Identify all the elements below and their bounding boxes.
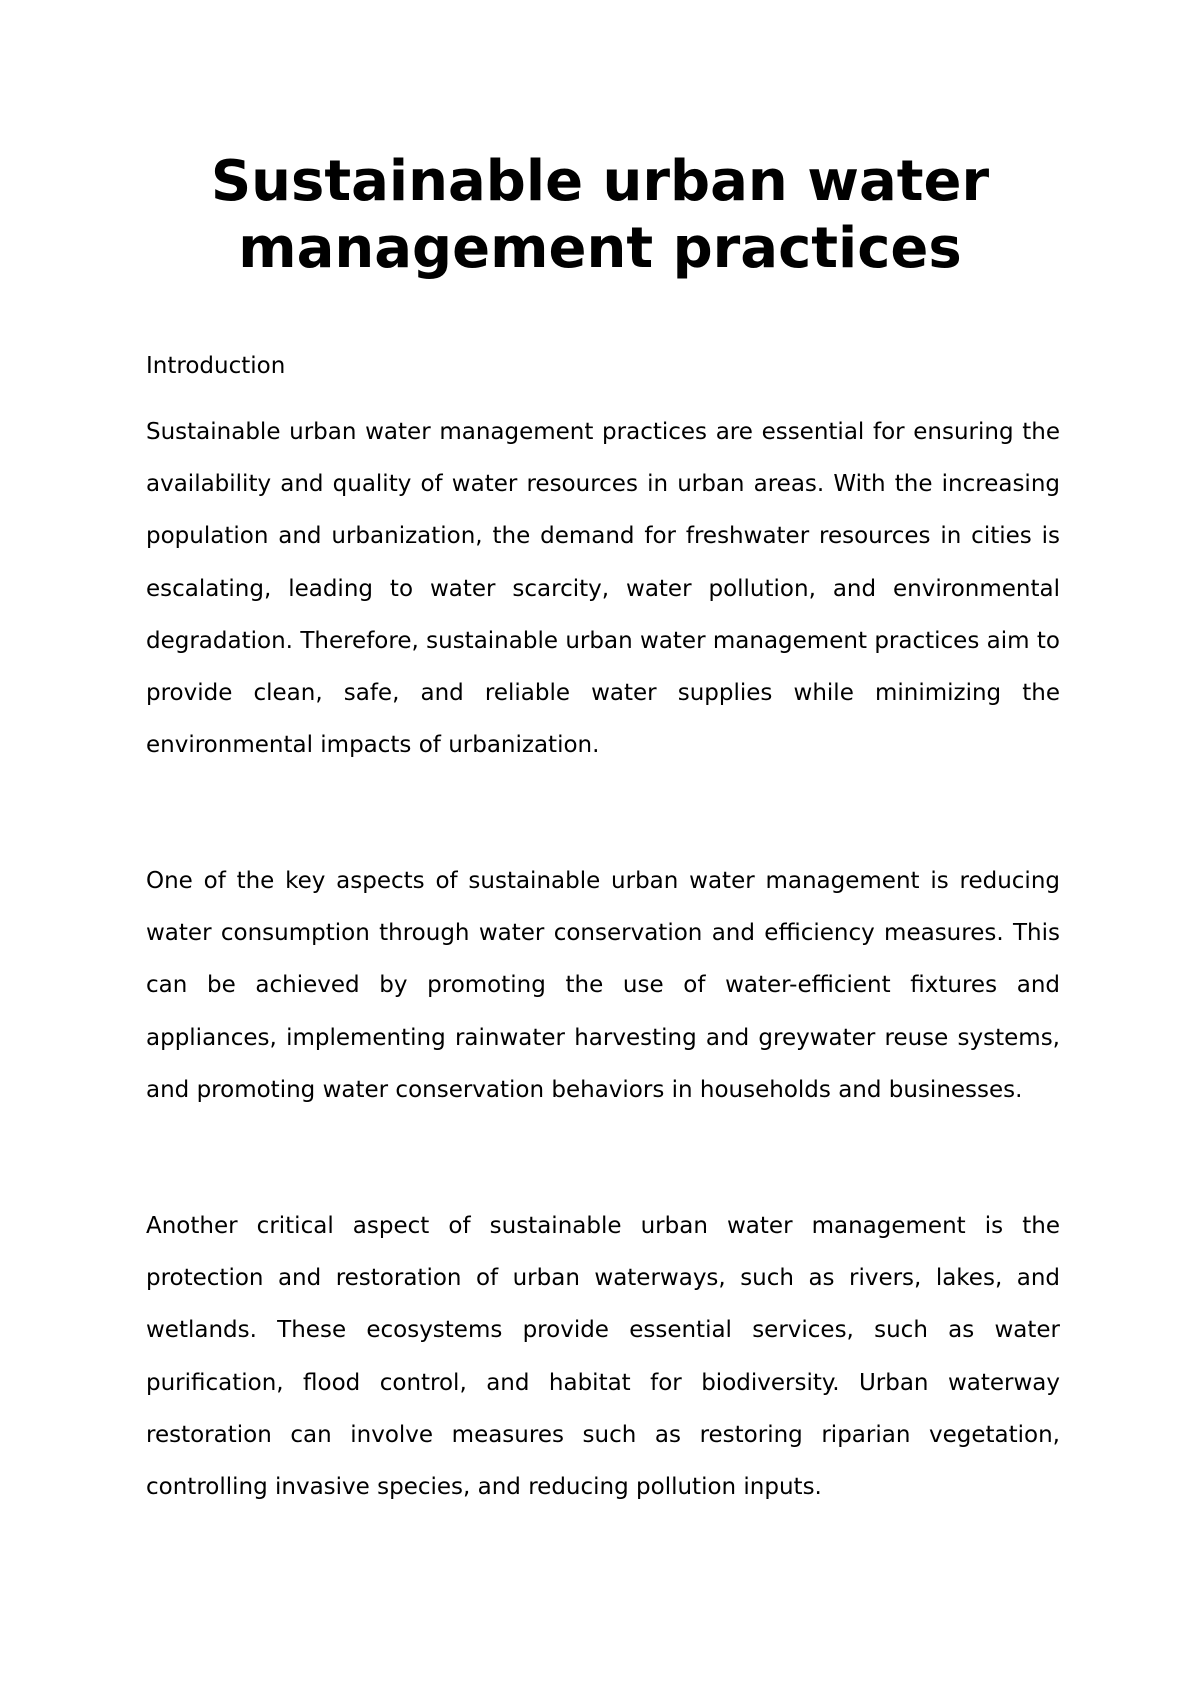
paragraph-water-conservation: One of the key aspects of sustainable urban water management is reducing water consumption through water conservation and efficiency measures. This can be achieved by promoting the use of water-efficient fixtures and appliances, implementing rainwater harvesting and greywater reuse systems, and promoting water conservation behaviors in households and businesses. xyxy=(146,868,1060,1103)
paragraph-waterway-restoration: Another critical aspect of sustainable urban water management is the protection and restoration of urban waterways, such as rivers, lakes, and wetlands. These ecosystems provide essential services, such as water purification, flood control, and habitat for biodiversity. Urban waterway restoration can involve measures such as restoring riparian vegetation, controlling invasive species, and reducing pollution inputs. xyxy=(146,1213,1060,1501)
section-heading-introduction: Introduction xyxy=(146,353,286,379)
document-title: Sustainable urban water management practices xyxy=(210,149,990,281)
paragraph-introduction: Sustainable urban water management practices are essential for ensuring the availability and quality of water resources in urban areas. With the increasing population and urbanization, the demand for freshwater resources in cities is escalating, leading to water scarcity, water pollution, and environmental degradation. Therefore, sustainable urban water management practices aim to provide clean, safe, and reliable water supplies while minimizing the environmental impacts of urbanization. xyxy=(146,419,1060,759)
